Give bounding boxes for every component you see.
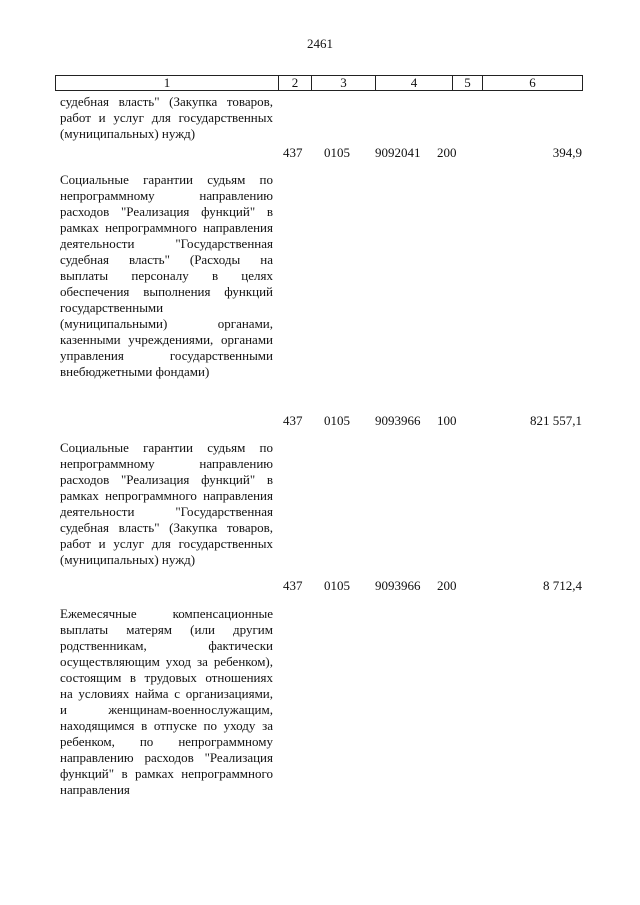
page-number: 2461 bbox=[307, 36, 333, 51]
row-description: Социальные гарантии судьям по непрограммному направлению расходов "Реализация функций" в рамках непрограммного направления деятельности "Государственная судебная власть" (Расходы на выплаты персоналу в целях обеспечения выполнения функций государственными (муниципальными) органами, казенными учреждениями, органами управления государственными внебюджетными фондами) bbox=[60, 172, 273, 379]
column-header-6: 6 bbox=[529, 75, 536, 90]
row-target-article: 9093966 bbox=[375, 413, 421, 428]
column-header-3: 3 bbox=[312, 76, 376, 90]
row-section: 0105 bbox=[324, 413, 350, 428]
column-header-4: 4 bbox=[376, 76, 453, 90]
row-expense-type: 200 bbox=[437, 145, 457, 160]
row-description: Ежемесячные компенсационные выплаты матерям (или другим родственникам, фактически осуществляющим уход за ребенком), состоящим в трудовых отношениях на условиях найма с организациями, и женщинам-военнослужащим, находящимся в отпуске по уходу за ребенком, по непрограммному направлению расходов "Реализация функций" в рамках непрограммного направления bbox=[60, 606, 273, 797]
column-header-2: 2 bbox=[279, 76, 312, 90]
row-amount: 394,9 bbox=[552, 145, 582, 160]
row-expense-type: 100 bbox=[437, 413, 457, 428]
row-amount: 8 712,4 bbox=[543, 578, 582, 593]
row-section: 0105 bbox=[324, 578, 350, 593]
column-header-1: 1 bbox=[56, 76, 279, 90]
row-amount: 821 557,1 bbox=[530, 413, 582, 428]
row-description: Социальные гарантии судьям по непрограммному направлению расходов "Реализация функций" в рамках непрограммного направления деятельности "Государственная судебная власть" (Закупка товаров, работ и услуг для государственных (муниципальных) нужд) bbox=[60, 440, 273, 567]
table-header bbox=[55, 75, 583, 91]
row-code: 437 bbox=[283, 145, 303, 160]
column-header-5: 5 bbox=[453, 76, 483, 90]
row-code: 437 bbox=[283, 578, 303, 593]
row-description: судебная власть" (Закупка товаров, работ и услуг для государственных (муниципальных) нужд) bbox=[60, 94, 273, 141]
row-target-article: 9092041 bbox=[375, 145, 421, 160]
row-expense-type: 200 bbox=[437, 578, 457, 593]
row-section: 0105 bbox=[324, 145, 350, 160]
row-code: 437 bbox=[283, 413, 303, 428]
row-target-article: 9093966 bbox=[375, 578, 421, 593]
